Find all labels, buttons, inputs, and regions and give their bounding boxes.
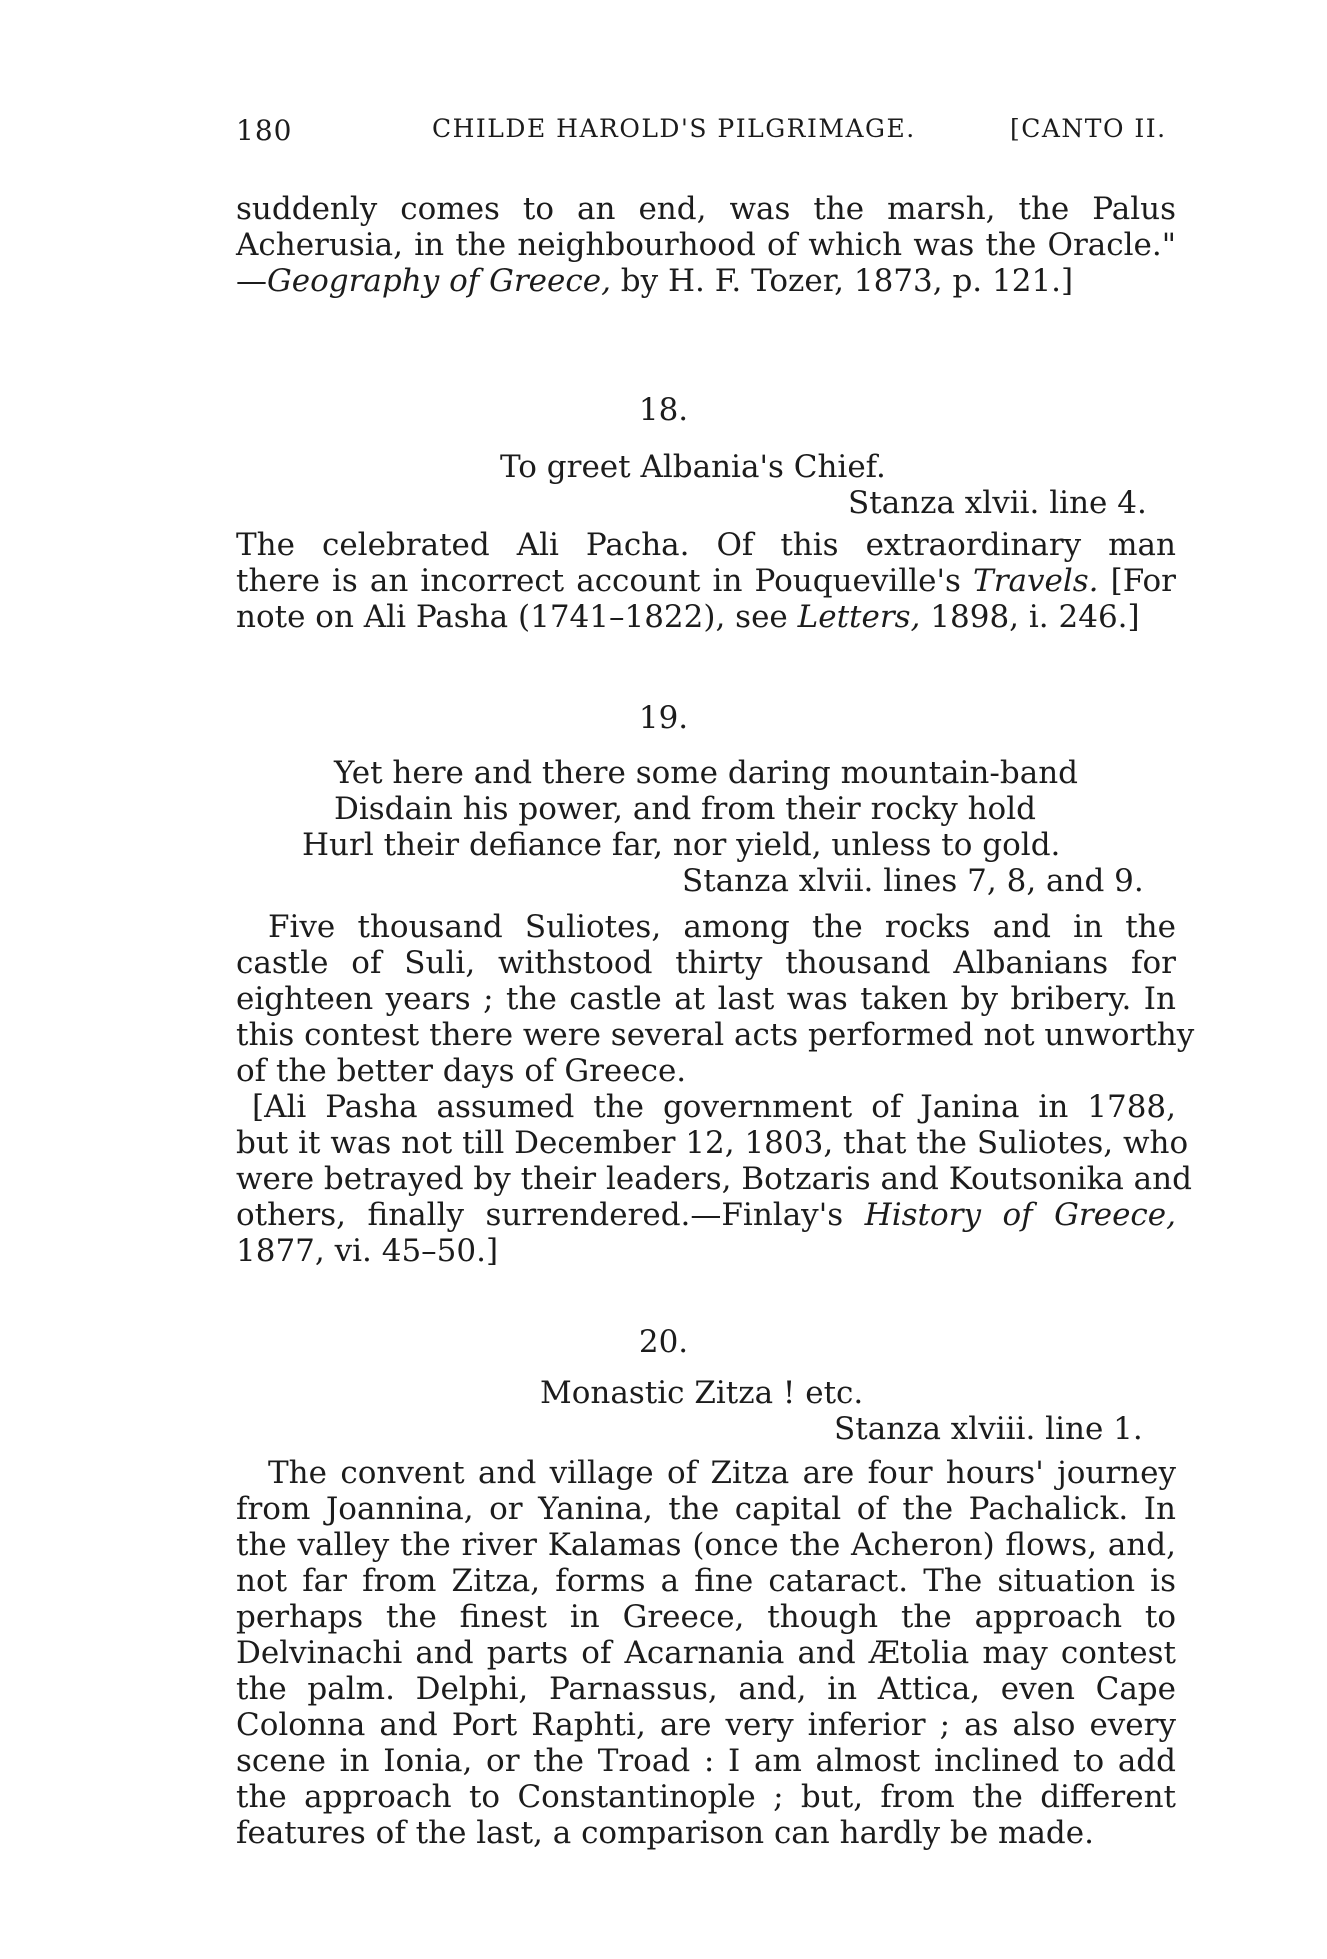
note-number-20: 20. xyxy=(638,1324,689,1360)
note-20-line-5: perhaps the finest in Greece, though the approach to xyxy=(236,1599,1176,1635)
intro-line-1: suddenly comes to an end, was the marsh, the Palus xyxy=(236,191,1176,227)
note-20-ref: Stanza xlviii. line 1. xyxy=(834,1411,1143,1447)
note-20-line-4: not far from Zitza, forms a fine cataract. The situation is xyxy=(236,1563,1176,1599)
note-19-verse-1: Yet here and there some daring mountain-band xyxy=(334,755,1078,791)
note-19-verse-2: Disdain his power, and from their rocky hold xyxy=(334,791,1036,827)
note-19-para-1-line-2: castle of Suli, withstood thirty thousand Albanians for xyxy=(236,945,1176,981)
note-20-line-10: the approach to Constantinople ; but, from the different xyxy=(236,1779,1176,1815)
note-20-line-1: The convent and village of Zitza are four hours' journey xyxy=(268,1455,1176,1491)
note-19-verse-3: Hurl their defiance far, nor yield, unless to gold. xyxy=(302,827,1061,863)
note-20-line-9: scene in Ionia, or the Troad : I am almost inclined to add xyxy=(236,1743,1176,1779)
note-18-line-1: The celebrated Ali Pacha. Of this extraordinary man xyxy=(236,527,1176,563)
note-20-line-11: features of the last, a comparison can hardly be made. xyxy=(236,1815,1094,1851)
note-20-line-3: the valley the river Kalamas (once the Acheron) flows, and, xyxy=(236,1527,1176,1563)
note-19-para-2-line-3: were betrayed by their leaders, Botzaris and Koutsonika and xyxy=(236,1161,1192,1197)
note-18-line-2: there is an incorrect account in Pouqueville's Travels. [For xyxy=(236,563,1176,599)
note-19-para-2-line-2: but it was not till December 12, 1803, that the Suliotes, who xyxy=(236,1125,1189,1161)
note-number-18: 18. xyxy=(638,392,689,428)
note-19-para-2-line-5: 1877, vi. 45–50.] xyxy=(236,1233,499,1269)
running-title: CHILDE HAROLD'S PILGRIMAGE. xyxy=(432,114,916,143)
note-19-para-2-line-1: [Ali Pasha assumed the government of Janina in 1788, xyxy=(252,1089,1176,1125)
note-19-para-1-line-1: Five thousand Suliotes, among the rocks and in the xyxy=(268,909,1176,945)
note-18-quote: To greet Albania's Chief. xyxy=(500,449,886,485)
page-number: 180 xyxy=(236,114,293,147)
note-19-para-1-line-3: eighteen years ; the castle at last was taken by bribery. In xyxy=(236,981,1176,1017)
note-18-line-3: note on Ali Pasha (1741–1822), see Letters, 1898, i. 246.] xyxy=(236,599,1140,635)
note-20-line-2: from Joannina, or Yanina, the capital of the Pachalick. In xyxy=(236,1491,1176,1527)
canto-label: [CANTO II. xyxy=(1010,114,1167,143)
intro-line-3: —Geography of Greece, by H. F. Tozer, 1873, p. 121.] xyxy=(236,263,1074,299)
note-number-19: 19. xyxy=(638,700,689,736)
note-19-ref: Stanza xlvii. lines 7, 8, and 9. xyxy=(682,863,1144,899)
note-19-para-1-line-4: this contest there were several acts performed not unworthy xyxy=(236,1017,1195,1053)
note-18-ref: Stanza xlvii. line 4. xyxy=(848,485,1147,521)
note-20-line-7: the palm. Delphi, Parnassus, and, in Attica, even Cape xyxy=(236,1671,1176,1707)
note-20-line-8: Colonna and Port Raphti, are very inferior ; as also every xyxy=(236,1707,1176,1743)
note-20-quote: Monastic Zitza ! etc. xyxy=(540,1375,864,1411)
note-19-para-1-line-5: of the better days of Greece. xyxy=(236,1053,687,1089)
note-20-line-6: Delvinachi and parts of Acarnania and Ætolia may contest xyxy=(236,1635,1176,1671)
intro-line-2: Acherusia, in the neighbourhood of which was the Oracle." xyxy=(236,227,1176,263)
note-19-para-2-line-4: others, finally surrendered.—Finlay's History of Greece, xyxy=(236,1197,1176,1233)
